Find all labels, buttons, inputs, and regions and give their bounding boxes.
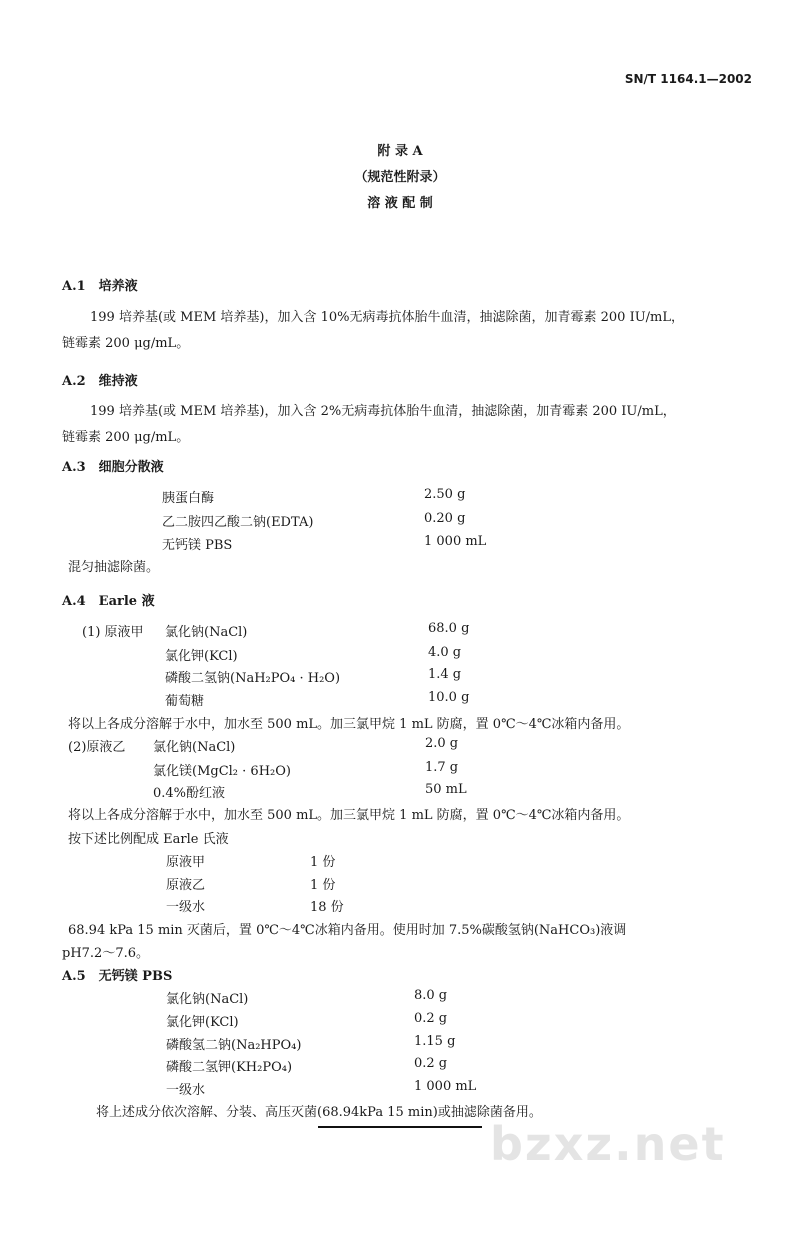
a3-row-name: 乙二胺四乙酸二钠(EDTA) (162, 515, 314, 530)
a5-row-name: 磷酸氢二钠(Na₂HPO₄) (166, 1038, 302, 1053)
a3-row-name: 无钙镁 PBS (162, 538, 233, 553)
a3-note: 混匀抽滤除菌。 (68, 560, 160, 575)
a5-note: 将上述成分依次溶解、分装、高压灭菌(68.94kPa 15 min)或抽滤除菌备用。 (96, 1105, 542, 1120)
a4-part1-note: 将以上各成分溶解于水中，加水至 500 mL。加三氯甲烷 1 mL 防腐，置 0℃～4℃冰箱内备用。 (68, 717, 630, 732)
end-rule (318, 1126, 482, 1128)
a5-row-amount: 1 000 mL (414, 1079, 477, 1094)
a3-row-amount: 2.50 g (424, 487, 466, 502)
a5-row-amount: 0.2 g (414, 1056, 448, 1071)
a4-final-line2: pH7.2～7.6。 (62, 946, 150, 961)
appendix-name: 溶 液 配 制 (367, 196, 433, 211)
a5-row-name: 磷酸二氢钾(KH₂PO₄) (166, 1060, 293, 1075)
section-a1-title: A.1 培养液 (62, 279, 138, 294)
a4-mix-name: 原液乙 (166, 878, 206, 893)
a5-row-amount: 8.0 g (414, 988, 448, 1003)
appendix-type: （规范性附录） (354, 170, 446, 185)
a4-part1-amount: 1.4 g (428, 667, 462, 682)
a4-part2-name: 氯化钠(NaCl) (153, 740, 236, 755)
a5-row-amount: 1.15 g (414, 1034, 456, 1049)
standard-number: SN/T 1164.1—2002 (624, 72, 752, 86)
a4-part1-name: 磷酸二氢钠(NaH₂PO₄ · H₂O) (165, 671, 341, 686)
a3-row-amount: 0.20 g (424, 511, 466, 526)
section-a4-title: A.4 Earle 液 (62, 594, 155, 609)
a5-row-name: 一级水 (166, 1083, 206, 1098)
section-a5-title: A.5 无钙镁 PBS (62, 969, 173, 984)
a4-mix-name: 原液甲 (166, 855, 206, 870)
a4-part1-amount: 4.0 g (428, 645, 462, 660)
a5-row-name: 氯化钾(KCl) (166, 1015, 239, 1030)
a4-part1-amount: 10.0 g (428, 690, 470, 705)
a5-row-name: 氯化钠(NaCl) (166, 992, 249, 1007)
a4-mix-amount: 1 份 (310, 878, 336, 893)
a3-row-amount: 1 000 mL (424, 534, 487, 549)
a4-mix-name: 一级水 (166, 900, 206, 915)
a4-part2-amount: 2.0 g (425, 736, 459, 751)
section-a1-line2: 链霉素 200 μg/mL。 (62, 336, 190, 351)
appendix-title: 附 录 A (377, 144, 423, 159)
a5-row-amount: 0.2 g (414, 1011, 448, 1026)
watermark: bzxz.net (490, 1117, 726, 1171)
a4-part2-name: 氯化镁(MgCl₂ · 6H₂O) (153, 764, 291, 779)
a4-part2-name: 0.4%酚红液 (153, 786, 226, 801)
section-a2-line1: 199 培养基(或 MEM 培养基)，加入含 2%无病毒抗体胎牛血清，抽滤除菌，加青霉素 200 IU/mL， (90, 404, 676, 419)
a4-part2-amount: 1.7 g (425, 760, 459, 775)
a4-mix-intro: 按下述比例配成 Earle 氏液 (68, 832, 229, 847)
a4-part1-name: 葡萄糖 (165, 694, 205, 709)
section-a2-title: A.2 维持液 (62, 374, 138, 389)
a4-part1-name: 氯化钾(KCl) (165, 649, 238, 664)
a4-part1-amount: 68.0 g (428, 621, 470, 636)
a4-part1-label: (1) 原液甲 (82, 625, 144, 640)
section-a2-line2: 链霉素 200 μg/mL。 (62, 430, 190, 445)
a4-mix-amount: 18 份 (310, 900, 344, 915)
a4-mix-amount: 1 份 (310, 855, 336, 870)
a4-part2-amount: 50 mL (425, 782, 467, 797)
section-a1-line1: 199 培养基(或 MEM 培养基)，加入含 10%无病毒抗体胎牛血清，抽滤除菌，加青霉素 200 IU/mL， (90, 310, 685, 325)
section-a3-title: A.3 细胞分散液 (62, 460, 164, 475)
a4-part2-label: (2)原液乙 (68, 740, 126, 755)
a4-part1-name: 氯化钠(NaCl) (165, 625, 248, 640)
a3-row-name: 胰蛋白酶 (162, 491, 215, 506)
a4-part2-note: 将以上各成分溶解于水中，加水至 500 mL。加三氯甲烷 1 mL 防腐，置 0℃～4℃冰箱内备用。 (68, 808, 630, 823)
a4-final-line1: 68.94 kPa 15 min 灭菌后，置 0℃～4℃冰箱内备用。使用时加 7.5%碳酸氢钠(NaHCO₃)液调 (68, 923, 627, 938)
